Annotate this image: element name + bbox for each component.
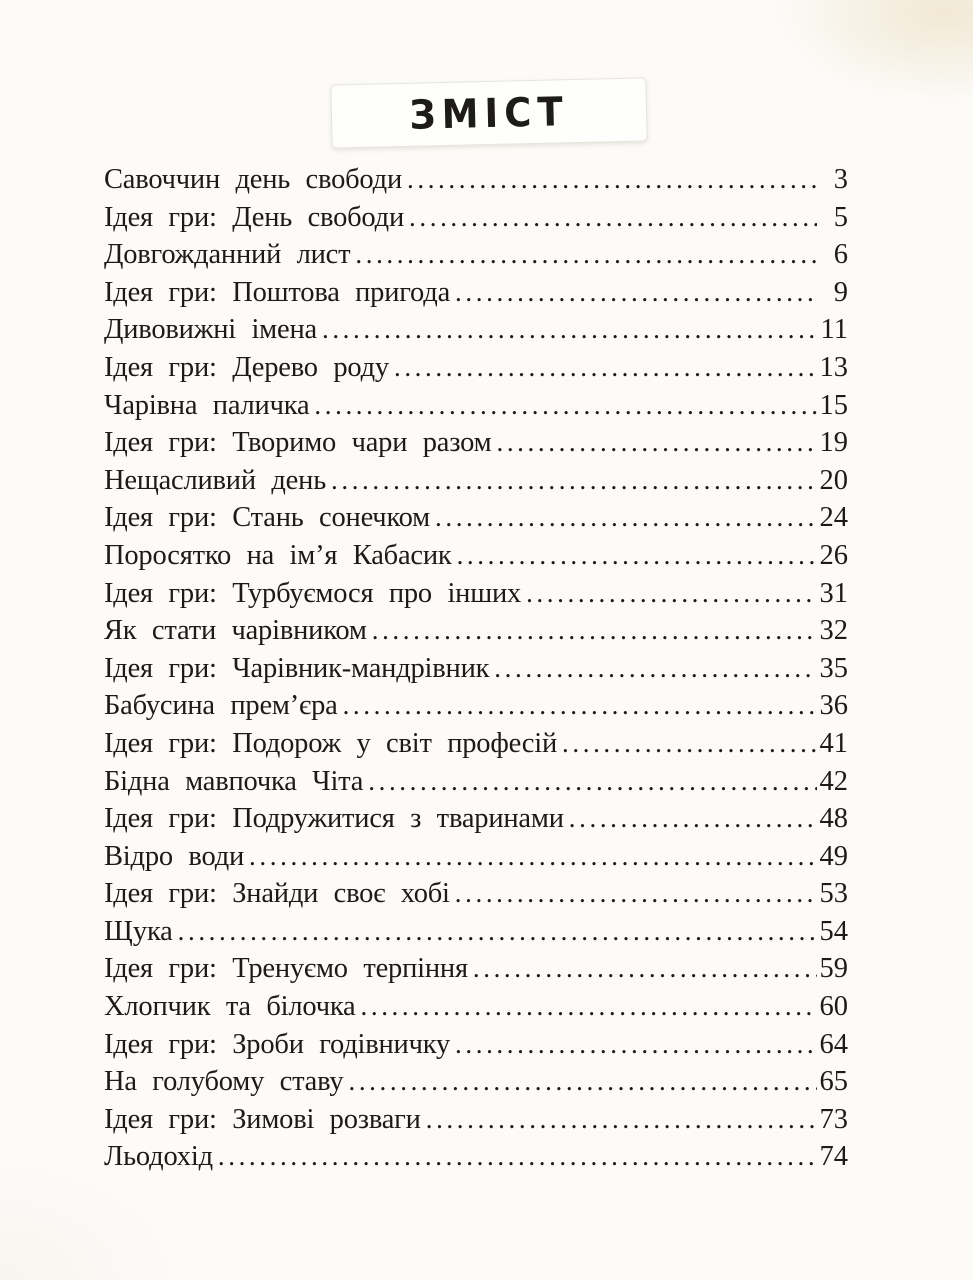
toc-entry-page: 74 <box>819 1141 848 1173</box>
toc-entry <box>104 1029 848 1067</box>
toc-entry <box>104 991 848 1029</box>
toc-entry-page: 60 <box>819 991 848 1023</box>
toc-entry-page: 13 <box>819 351 848 383</box>
dot-leader <box>331 465 817 497</box>
toc-entry <box>104 841 848 879</box>
toc-entry-title: Ідея гри: Зроби годівничку <box>104 1028 451 1060</box>
dot-leader <box>372 615 817 647</box>
dot-leader <box>496 427 816 459</box>
toc-entry-page: 42 <box>819 765 848 797</box>
toc-entry-page: 19 <box>819 427 848 459</box>
dot-leader <box>562 728 816 760</box>
toc-entry-title: Бабусина прем’єра <box>104 690 338 722</box>
toc-entry-title: Ідея гри: Знайди своє хобі <box>104 878 450 910</box>
toc-entry <box>104 615 848 653</box>
toc-entry <box>104 653 848 691</box>
toc-entry-title: Щука <box>104 915 173 947</box>
table-of-contents <box>104 164 848 1179</box>
toc-entry <box>104 314 848 352</box>
page-title: ЗМІСТ <box>408 87 570 139</box>
toc-entry-page: 54 <box>819 915 848 947</box>
toc-entry-title: Ідея гри: Стань сонечком <box>104 502 430 534</box>
dot-leader <box>249 841 816 873</box>
dot-leader <box>314 390 816 422</box>
toc-entry-page: 73 <box>819 1103 848 1135</box>
toc-entry-title: Довгожданний лист <box>104 239 351 271</box>
dot-leader <box>368 766 816 798</box>
toc-entry <box>104 578 848 616</box>
toc-entry-title: Бідна мавпочка Чіта <box>104 765 364 797</box>
dot-leader <box>361 991 817 1023</box>
toc-entry <box>104 916 848 954</box>
toc-entry-page: 26 <box>819 539 848 571</box>
toc-entry <box>104 390 848 428</box>
dot-leader <box>435 502 817 534</box>
toc-entry-title: Ідея гри: Турбуємося про інших <box>104 577 522 609</box>
dot-leader <box>569 803 817 835</box>
toc-entry-title: Дивовижні імена <box>104 314 317 346</box>
toc-entry <box>104 690 848 728</box>
toc-entry-page: 15 <box>819 389 848 421</box>
toc-entry-title: Ідея гри: Зимові розваги <box>104 1103 421 1135</box>
dot-leader <box>407 164 817 196</box>
dot-leader <box>455 1029 816 1061</box>
toc-entry-page: 20 <box>819 464 848 496</box>
toc-entry-title: Ідея гри: Творимо чари разом <box>104 427 492 459</box>
toc-entry <box>104 502 848 540</box>
dot-leader <box>426 1104 817 1136</box>
dot-leader <box>455 878 817 910</box>
toc-entry <box>104 277 848 315</box>
toc-entry-title: Ідея гри: Подорож у світ професій <box>104 727 558 759</box>
toc-entry-title: Ідея гри: Чарівник-мандрівник <box>104 652 490 684</box>
toc-entry-title: Нещасливий день <box>104 464 326 496</box>
toc-entry-title: Ідея гри: Тренуємо терпіння <box>104 953 468 985</box>
toc-entry-page: 35 <box>819 652 848 684</box>
dot-leader <box>178 916 817 948</box>
toc-entry <box>104 427 848 465</box>
toc-entry-title: На голубому ставу <box>104 1066 344 1098</box>
toc-entry <box>104 953 848 991</box>
toc-entry <box>104 1066 848 1104</box>
toc-entry <box>104 202 848 240</box>
dot-leader <box>322 314 817 346</box>
toc-entry <box>104 465 848 503</box>
dot-leader <box>494 653 816 685</box>
toc-entry-page: 64 <box>819 1028 848 1060</box>
toc-entry-title: Як стати чарівником <box>104 615 367 647</box>
toc-entry-title: Відро води <box>104 840 245 872</box>
toc-entry-page: 31 <box>819 577 848 609</box>
toc-entry <box>104 540 848 578</box>
toc-entry-page: 3 <box>833 164 848 195</box>
toc-entry <box>104 1141 848 1179</box>
toc-entry <box>104 803 848 841</box>
toc-entry-page: 49 <box>819 840 848 872</box>
contents-title-box <box>330 77 647 148</box>
toc-entry-page: 48 <box>819 803 848 835</box>
toc-entry <box>104 239 848 277</box>
dot-leader <box>526 578 816 610</box>
toc-entry-title: Ідея гри: День свободи <box>104 201 405 233</box>
toc-entry-page: 32 <box>819 615 848 647</box>
dot-leader <box>457 540 817 572</box>
toc-entry-title: Чарівна паличка <box>104 389 310 421</box>
toc-entry <box>104 878 848 916</box>
toc-entry-title: Ідея гри: Дерево роду <box>104 351 389 383</box>
toc-entry-title: Ідея гри: Поштова пригода <box>104 276 451 308</box>
dot-leader <box>348 1066 816 1098</box>
toc-entry-page: 6 <box>833 239 848 271</box>
toc-entry-page: 24 <box>819 502 848 534</box>
toc-entry-page: 53 <box>819 878 848 910</box>
toc-entry <box>104 164 848 202</box>
toc-entry-title: Льодохід <box>104 1141 213 1173</box>
toc-entry <box>104 1104 848 1142</box>
toc-entry-page: 59 <box>819 953 848 985</box>
toc-entry-title: Савоччин день свободи <box>104 164 402 195</box>
toc-entry <box>104 352 848 390</box>
toc-entry-page: 9 <box>833 276 848 308</box>
toc-entry-page: 11 <box>820 314 848 346</box>
dot-leader <box>455 277 817 309</box>
toc-entry-page: 65 <box>819 1066 848 1098</box>
toc-entry-title: Поросятко на ім’я Кабасик <box>104 539 452 571</box>
dot-leader <box>343 690 817 722</box>
dot-leader <box>473 953 817 985</box>
dot-leader <box>394 352 817 384</box>
toc-entry-page: 5 <box>833 201 848 233</box>
toc-entry <box>104 766 848 804</box>
dot-leader <box>218 1141 817 1173</box>
dot-leader <box>409 202 817 234</box>
toc-entry-title: Хлопчик та білочка <box>104 991 356 1023</box>
dot-leader <box>355 239 817 271</box>
toc-entry-page: 41 <box>819 727 848 759</box>
toc-entry-page: 36 <box>819 690 848 722</box>
toc-entry-title: Ідея гри: Подружитися з тваринами <box>104 803 564 835</box>
toc-entry <box>104 728 848 766</box>
